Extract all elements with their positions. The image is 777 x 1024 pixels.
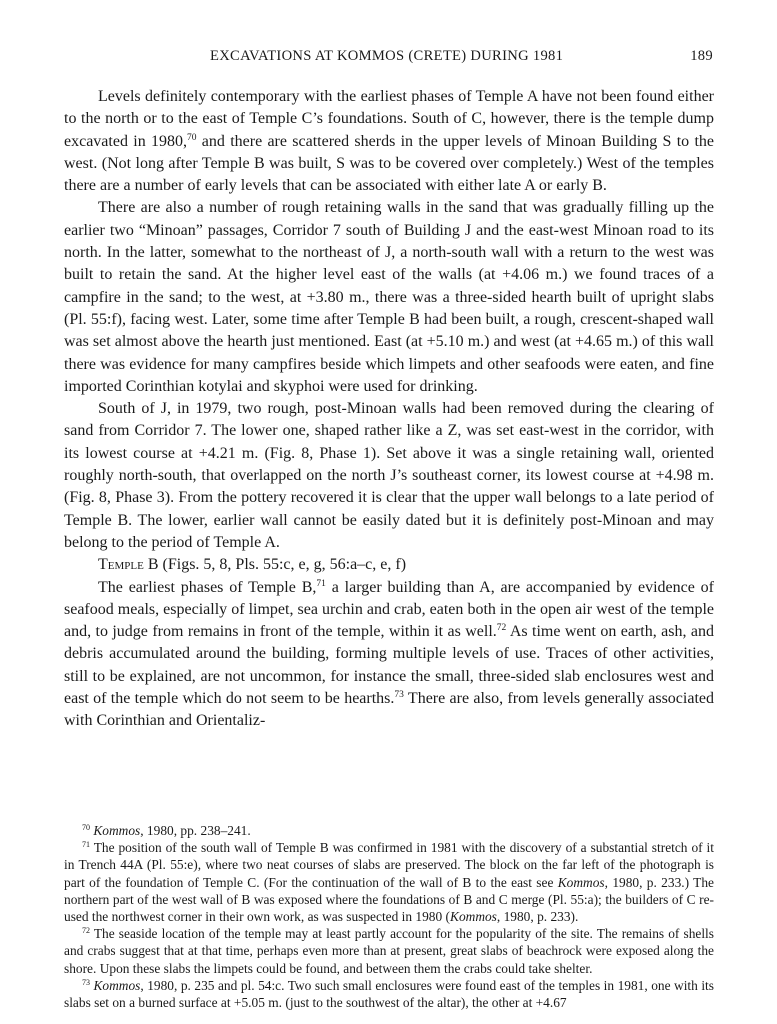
footnote-70-number: 70 [82,823,90,832]
footnotes [64,822,714,1011]
footnote-71-italic-1: Kommos [557,874,605,890]
paragraph-3: South of J, in 1979, two rough, post-Minoan walls had been removed during the clearing of sand from Corridor 7. The lower one, shaped rather like a Z, was set east-west in the corridor, with its lowest course at +4.21 m. (Fig. 8, Phase 1). Set above it was a single retaining wall, oriented roughly north-south, that overlapped on the north J’s southeast corner, its lowest course at +4.98 m. (Fig. 8, Phase 3). From the pottery recovered it is clear that the upper wall belongs to a late period of Temple B. The lower, earlier wall cannot be easily dated but it is definitely post-Minoan and may belong to the period of Temple A. [64,400,714,551]
footnote-73-italic: Kommos [93,977,141,993]
page-number: 189 [690,48,713,64]
paragraph-1 [64,86,714,197]
footnote-ref-71: 71 [316,578,326,589]
paragraph-1-text-cont: and there are scattered sherds in the upper levels of Minoan Building S to the west. (Not long after Temple B was built, S was to be covered over completely.) West of the temples there are a number of early levels that can be associated with either late A or early B. [64,132,714,195]
footnote-71-text-b: , 1980, p. 233.) The northern part of the west wall of B was exposed where the foundations of B and C merge (Pl. 55:a); the builders of C re-used the northwest corner in their own work, as was suspected in 1980 ( [64,874,714,925]
paragraph-2: There are also a number of rough retaining walls in the sand that was gradually filling up the earlier two “Minoan” passages, Corridor 7 south of Building J and the east-west Minoan road to its north. In the latter, somewhat to the northeast of J, a north-south wall with a return to the west was built to retain the sand. At the higher level east of the walls (at +4.06 m.) we found traces of a campfire in the sand; to the west, at +3.80 m., there was a three-sided hearth built of upright slabs (Pl. 55:f), facing west. Later, some time after Temple B had been built, a rough, crescent-shaped wall was set almost above the hearth just mentioned. East (at +5.10 m.) and west (at +4.65 m.) of this wall there was evidence for many campfires beside which limpets and other seafoods were eaten, and fine imported Corinthian kotylai and skyphoi were used for drinking. [64,199,714,395]
footnote-ref-70: 70 [187,132,197,143]
footnote-73-text: , 1980, p. 235 and pl. 54:c. Two such small enclosures were found east of the temples in 1981, one with its slabs set on a burned surface at +5.05 m. (just to the southwest of the altar), the other at +4.67 [64,977,714,1011]
footnote-73 [64,977,714,1011]
footnote-ref-73: 73 [394,690,404,701]
paragraph-4-text-b: a larger building than A, are accompanied by evidence of seafood meals, especially of limpet, sea urchin and crab, eaten both in the open air west of the temple and, to judge from remains in front of the temple, within it as well. [64,578,715,641]
footnote-73-number: 73 [82,977,90,987]
paragraph-4 [64,577,714,733]
footnote-71-text-c: , 1980, p. 233). [496,909,579,925]
footnote-70-text: , 1980, pp. 238–241. [140,823,251,838]
footnote-71 [64,839,714,925]
footnote-70-italic: Kommos [93,823,141,838]
footnote-72-text: The seaside location of the temple may at least partly account for the popularity of the site. The remains of shells and crabs suggest that at that time, perhaps even more than at present, great slabs of beachrock were exposed along the shore. Upon these slabs the limpets could be found, and between them the crabs could take shelter. [64,926,714,976]
footnote-72 [64,925,714,977]
running-title: EXCAVATIONS AT KOMMOS (CRETE) DURING 1981 [210,48,564,64]
section-figure-refs: (Figs. 5, 8, Pls. 55:c, e, g, 56:a–c, e, f) [158,556,407,574]
footnote-71-number: 71 [82,840,90,850]
paragraph-1-text: Levels definitely contemporary with the earliest phases of Temple A have not been found either to the north or to the east of Temple C’s foundations. South of C, however, there is the temple dump excavated in 1980, [64,88,714,150]
footnote-ref-72: 72 [496,623,507,634]
section-title: Temple B [98,556,159,574]
paragraph-4-text: The earliest phases of Temple B, [98,578,317,596]
footnote-70 [64,822,714,839]
main-text [64,86,714,733]
section-heading [64,554,714,576]
paragraph-4-text-d: There are also, from levels generally associated with Corinthian and Orientaliz- [64,690,715,730]
paragraph-4-text-c: As time went on earth, ash, and debris accumulated around the building, forming multiple levels of use. Traces of other activities, still to be explained, are not uncommon, for instance the small, three-sided slab enclosures west and east of the temple which do not seem to be hearths. [64,623,715,708]
footnote-71-italic-2: Kommos [450,909,497,925]
footnote-72-number: 72 [82,926,90,936]
footnote-71-text-a: The position of the south wall of Temple B was confirmed in 1981 with the discovery of a substantial stretch of it in Trench 44A (Pl. 55:e), where two neat courses of slabs are preserved. The block on the far left of the photograph is part of the foundation of Temple C. (For the continuation of the wall of B to the east see [64,840,714,890]
